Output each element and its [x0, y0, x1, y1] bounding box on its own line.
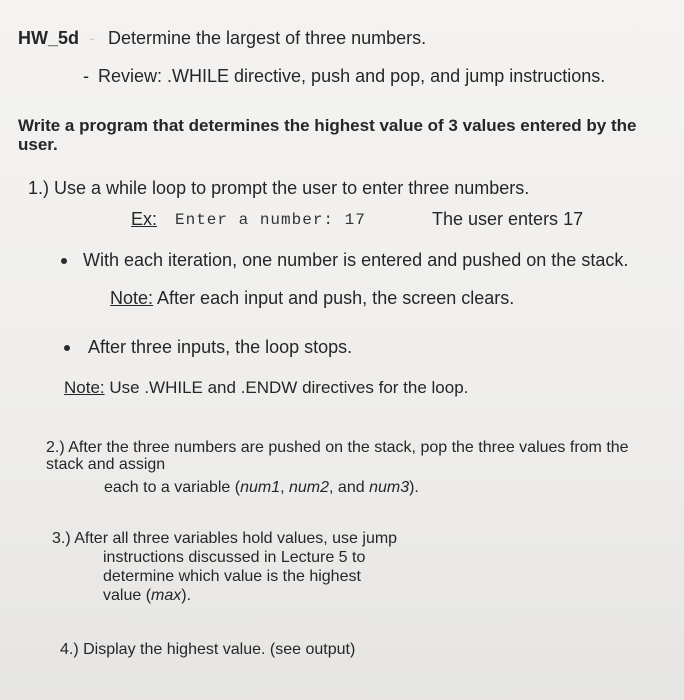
note-2-label: Note:: [64, 378, 105, 397]
task-line-1: Write a program that determines the highest value of 3 values entered by the: [18, 116, 637, 135]
page-title: Determine the largest of three numbers.: [108, 28, 427, 48]
step-3-line-3: determine which value is the highest: [103, 568, 361, 585]
variable-num1: num1: [240, 479, 281, 496]
bullet-1-text: With each iteration, one number is entered and pushed on the stack.: [83, 250, 629, 270]
note-2-text: Use .WHILE and .ENDW directives for the loop.: [104, 378, 469, 397]
example-user-input: The user enters 17: [432, 209, 584, 229]
note-1-text: After each input and push, the screen clears.: [153, 288, 515, 308]
variable-num3: num3: [369, 479, 410, 496]
review-line: Review: .WHILE directive, push and pop, and jump instructions.: [98, 66, 606, 86]
note-2: [64, 378, 468, 398]
separator: , and: [329, 479, 370, 496]
step-3-text: value (: [103, 587, 152, 604]
note-1-label: Note:: [110, 288, 154, 308]
step-2-end: ).: [409, 479, 419, 496]
step-3-line-2: instructions discussed in Lecture 5 to: [103, 549, 366, 566]
step-2-line-3: [104, 479, 419, 497]
note-1: [110, 288, 514, 309]
header-dash: -: [89, 28, 95, 48]
bullet-2-text: After three inputs, the loop stops.: [88, 337, 353, 357]
step-1-text: 1.) Use a while loop to prompt the user to enter three numbers.: [28, 178, 530, 198]
bullet-dot: [64, 345, 70, 351]
step-2-text: each to a variable (: [104, 479, 241, 496]
homework-id: HW_5d: [18, 28, 80, 48]
step-3-line-4: [103, 587, 191, 605]
review-dash: -: [83, 66, 89, 86]
task-line-2: user.: [18, 135, 58, 154]
example-label: Ex:: [131, 209, 158, 229]
step-3-end: ).: [181, 587, 192, 604]
step-2-line-2: stack and assign: [46, 456, 166, 473]
variable-num2: num2: [289, 479, 330, 496]
bullet-dot: [61, 258, 67, 264]
variable-max: max: [151, 587, 182, 604]
separator: ,: [280, 479, 289, 496]
example-prompt: Enter a number: 17: [175, 211, 366, 229]
step-4-text: 4.) Display the highest value. (see output): [60, 641, 356, 658]
step-2-line-1: 2.) After the three numbers are pushed on the stack, pop the three values from the: [46, 439, 629, 456]
step-3-line-1: 3.) After all three variables hold values, use jump: [52, 530, 398, 547]
